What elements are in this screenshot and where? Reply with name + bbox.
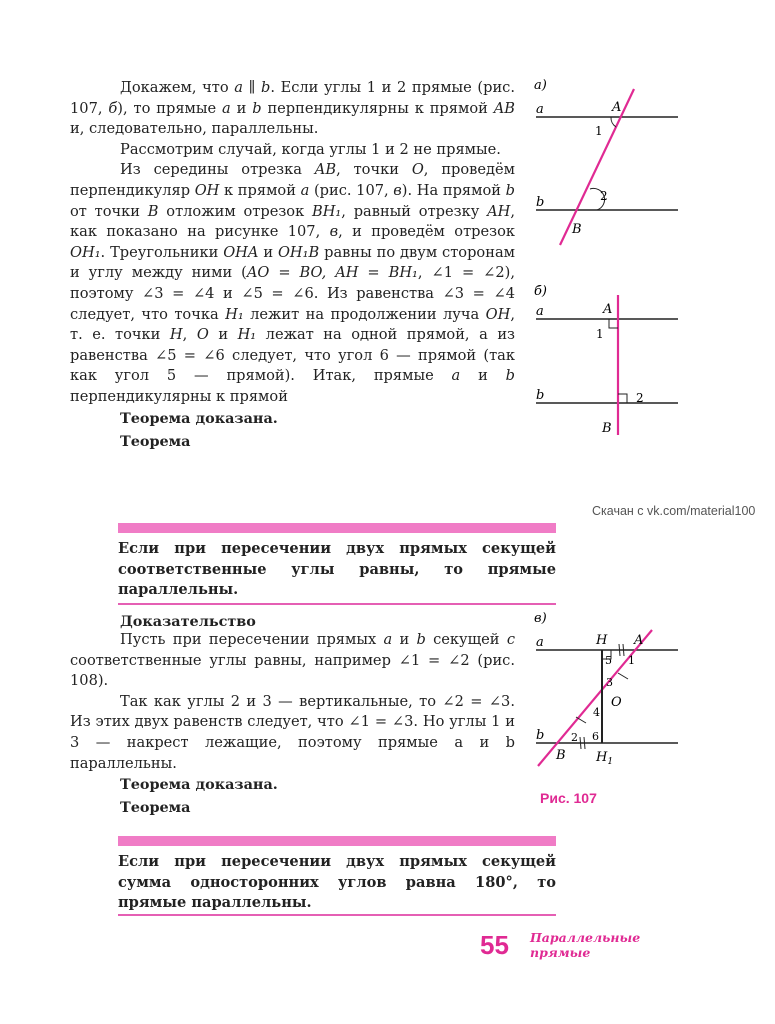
theorem-title-2: Теорема bbox=[120, 799, 191, 817]
main-text bbox=[70, 78, 515, 450]
fig-c-tick-2 bbox=[623, 644, 624, 656]
fig-c-point-B: B bbox=[556, 748, 566, 763]
fig-b-right-angle-1 bbox=[609, 319, 618, 328]
proof-title: Доказательство bbox=[120, 613, 256, 630]
figure-107c bbox=[530, 610, 700, 770]
fig-a-label-a: a bbox=[536, 102, 544, 117]
fig-c-tick-1 bbox=[619, 644, 620, 656]
fig-c-point-H: H bbox=[596, 633, 608, 648]
fig-a-arc-1 bbox=[611, 117, 616, 127]
running-title-line-2: прямые bbox=[530, 945, 591, 960]
theorem-band-bottom-1 bbox=[118, 603, 556, 605]
fig-b-angle-2: 2 bbox=[636, 391, 644, 405]
fig-c-angle-3: 3 bbox=[606, 676, 613, 689]
paragraph-1: Докажем, что a ∥ b. Если углы 1 и 2 прямые (рис. 107, б), то прямые a и b перпендикулярны к прямой AB и, следовательно, параллельны. bbox=[70, 79, 515, 138]
fig-c-point-A: A bbox=[634, 633, 644, 648]
fig-b-angle-1: 1 bbox=[596, 327, 604, 341]
fig-c-tick-5 bbox=[618, 673, 628, 679]
fig-c-point-O: O bbox=[611, 695, 622, 710]
proof-paragraph-2: Так как углы 2 и 3 — вертикальные, то ∠2 = ∠3. Из этих двух равенств следует, что ∠1 = ∠3. Но углы 1 и 3 — накрест лежащие, поэтому прямые a и b параллельны. bbox=[70, 692, 515, 772]
fig-c-angle-1: 1 bbox=[628, 654, 635, 667]
running-title bbox=[530, 930, 640, 960]
fig-c-angle-6: 6 bbox=[592, 730, 599, 743]
theorem-title-1: Теорема bbox=[120, 432, 191, 450]
proof-section bbox=[70, 613, 515, 816]
theorem-band-top-2 bbox=[118, 836, 556, 846]
fig-a-label: а) bbox=[534, 78, 547, 93]
fig-b-label-a: a bbox=[536, 304, 544, 319]
fig-b-point-B: B bbox=[602, 421, 612, 436]
fig-b-label-b: b bbox=[536, 388, 545, 403]
figure-caption: Рис. 107 bbox=[540, 790, 597, 806]
fig-c-point-H1: $H_1$ bbox=[596, 750, 614, 767]
theorem-band-top-1 bbox=[118, 523, 556, 533]
paragraph-2: Рассмотрим случай, когда углы 1 и 2 не прямые. bbox=[120, 140, 501, 158]
fig-b-right-angle-2 bbox=[618, 394, 627, 403]
figure-107a bbox=[530, 75, 700, 250]
fig-c-angle-4: 4 bbox=[593, 706, 600, 719]
fig-c-angle-5: 5 bbox=[605, 654, 612, 667]
fig-b-label: б) bbox=[534, 285, 548, 299]
fig-a-angle-2: 2 bbox=[600, 189, 608, 203]
fig-a-point-B: B bbox=[572, 222, 582, 237]
proof-paragraph-1: Пусть при пересечении прямых a и b секущей c соответственные углы равны, например ∠1 = ∠2 (рис. 108). bbox=[70, 631, 515, 690]
fig-c-tick-3 bbox=[580, 737, 581, 749]
theorem-proved-2: Теорема доказана. bbox=[120, 776, 278, 794]
figure-107b bbox=[530, 285, 700, 440]
fig-c-label-b: b bbox=[536, 728, 545, 743]
page-number: 55 bbox=[480, 930, 509, 960]
theorem-proved-1: Теорема доказана. bbox=[120, 409, 278, 427]
fig-c-label-a: a bbox=[536, 635, 544, 650]
fig-c-label: в) bbox=[534, 611, 547, 626]
fig-c-tick-4 bbox=[584, 737, 585, 749]
theorem-body-2: Если при пересечении двух прямых секущей сумма односторонних углов равна 180°, то прямые параллельны. bbox=[118, 853, 556, 912]
theorem-body-1: Если при пересечении двух прямых секущей соответственные углы равны, то прямые параллельны. bbox=[118, 540, 556, 599]
fig-c-angle-2: 2 bbox=[571, 731, 578, 744]
fig-a-point-A: A bbox=[612, 100, 622, 115]
paragraph-3: Из середины отрезка AB, точки O, проведём перпендикуляр OH к прямой a (рис. 107, в). На прямой b от точки B отложим отрезок BH₁, равный отрезку AH, как показано на рисунке 107, в, и проведём отрезок OH₁. Треугольники OHA и OH₁B равны по двум сторонам и углу между ними (AO = BO, AH = BH₁, ∠1 = ∠2), поэтому ∠3 = ∠4 и ∠5 = ∠6. Из равенства ∠3 = ∠4 следует, что точка H₁ лежит на продолжении луча OH, т. е. точки H, O и H₁ лежат на одной прямой, а из равенства ∠5 = ∠6 следует, что угол 6 — прямой (так как угол 5 — прямой). Итак, прямые a и b перпендикулярны к прямой bbox=[70, 161, 516, 405]
running-title-line-1: Параллельные bbox=[530, 930, 641, 945]
fig-b-point-A: A bbox=[603, 302, 613, 317]
theorem-band-bottom-2 bbox=[118, 914, 556, 916]
fig-a-angle-1: 1 bbox=[595, 124, 603, 138]
watermark: Скачан с vk.com/material100 bbox=[592, 504, 756, 518]
fig-a-label-b: b bbox=[536, 195, 545, 210]
